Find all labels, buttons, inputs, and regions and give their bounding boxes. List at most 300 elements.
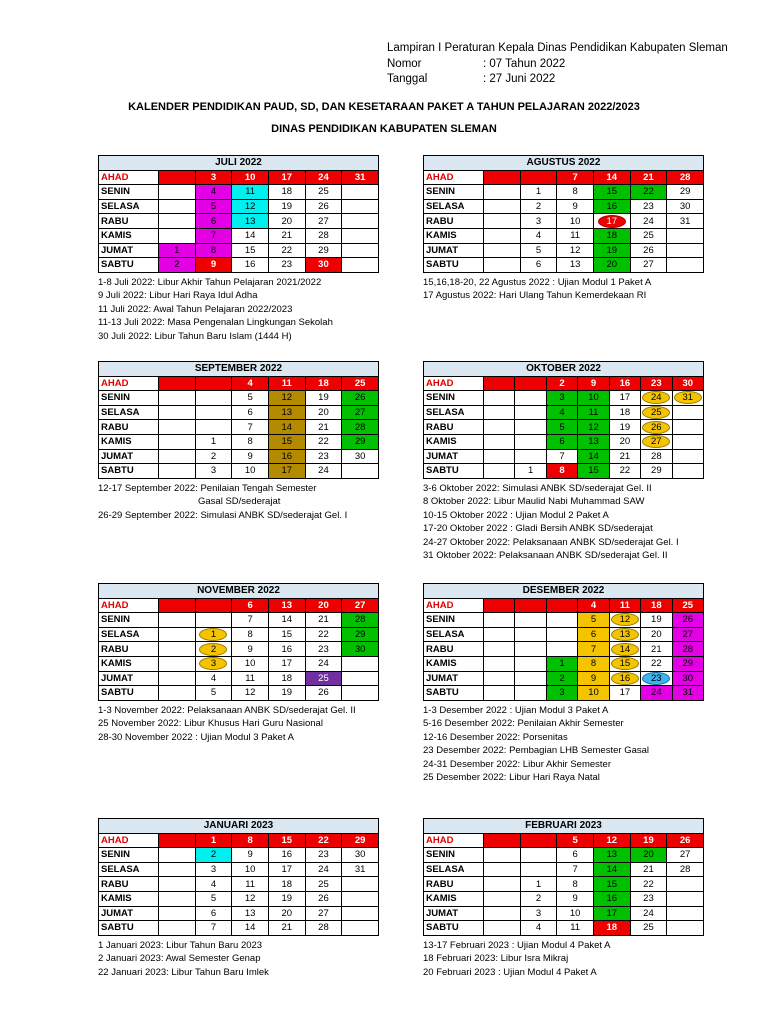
note-line: 2 Januari 2023: Awal Semester Genap [98, 953, 261, 965]
calendar-november-2022 [98, 583, 378, 744]
week-row-rabu [99, 642, 379, 657]
date-cell: 19 [268, 891, 305, 906]
date-cell: 23 [268, 258, 305, 273]
day-label: SABTU [424, 464, 484, 479]
day-label: SENIN [99, 391, 159, 406]
empty-cell [667, 877, 704, 892]
date-cell: 9 [578, 671, 609, 686]
empty-cell [342, 906, 379, 921]
date-cell: 13 [593, 848, 630, 863]
date-cell: 21 [268, 921, 305, 936]
week-row-jumat [99, 243, 379, 258]
date-cell: 21 [630, 170, 667, 185]
calendar-grid [98, 155, 379, 273]
date-cell [641, 420, 672, 435]
date-cell: 31 [667, 214, 704, 229]
calendar-september-2022 [98, 361, 378, 522]
empty-cell [159, 877, 196, 892]
date-cell: 18 [593, 921, 630, 936]
date-cell: 8 [557, 877, 594, 892]
empty-cell [159, 449, 196, 464]
calendar-agustus-2022 [423, 155, 703, 303]
note-line: 24-31 Desember 2022: Libur Akhir Semester [423, 758, 611, 770]
date-cell: 19 [630, 833, 667, 848]
note-line: 23 Desember 2022: Pembagian LHB Semester Gasal [423, 745, 650, 757]
date-cell: 5 [520, 243, 557, 258]
date-cell: 26 [305, 891, 342, 906]
date-cell: 29 [672, 656, 704, 671]
calendar-januari-2023 [98, 818, 378, 979]
empty-cell [520, 170, 557, 185]
date-cell: 28 [342, 613, 379, 628]
empty-cell [342, 185, 379, 200]
empty-cell [159, 891, 196, 906]
day-label: KAMIS [424, 434, 484, 449]
date-cell: 26 [672, 613, 704, 628]
day-label: RABU [424, 420, 484, 435]
date-cell: 26 [305, 199, 342, 214]
empty-cell [484, 434, 515, 449]
date-cell: 17 [268, 170, 305, 185]
date-cell: 19 [593, 243, 630, 258]
date-cell: 11 [609, 598, 640, 613]
week-row-ahad [424, 598, 704, 613]
date-cell: 4 [520, 228, 557, 243]
date-cell: 23 [305, 449, 342, 464]
week-row-ahad [99, 598, 379, 613]
week-row-selasa [424, 862, 704, 877]
date-cell: 22 [305, 833, 342, 848]
empty-cell [484, 185, 521, 200]
empty-cell [159, 376, 196, 391]
week-row-jumat [99, 671, 379, 686]
date-cell: 17 [268, 862, 305, 877]
date-cell: 9 [232, 642, 269, 657]
empty-cell [159, 848, 196, 863]
date-cell: 21 [305, 420, 342, 435]
month-notes [423, 704, 703, 785]
date-cell: 15 [593, 877, 630, 892]
empty-cell [342, 891, 379, 906]
date-cell: 14 [232, 921, 269, 936]
month-notes [98, 704, 378, 745]
day-label: AHAD [424, 833, 484, 848]
date-cell: 25 [630, 921, 667, 936]
week-row-ahad [99, 376, 379, 391]
day-label: SELASA [99, 627, 159, 642]
date-cell: 13 [268, 405, 305, 420]
date-cell: 23 [641, 376, 672, 391]
calendar-desember-2022 [423, 583, 703, 785]
day-label: KAMIS [99, 891, 159, 906]
empty-cell [484, 199, 521, 214]
date-oval-marker: 1 [199, 628, 227, 641]
empty-cell [342, 686, 379, 701]
week-row-sabtu [99, 258, 379, 273]
date-cell: 4 [520, 921, 557, 936]
empty-cell [342, 243, 379, 258]
date-cell: 6 [578, 627, 609, 642]
date-cell: 8 [232, 833, 269, 848]
note-line: 3-6 Oktober 2022: Simulasi ANBK SD/sederajat Gel. II [423, 482, 652, 494]
note-line: 28-30 November 2022 : Ujian Modul 3 Paket A [98, 731, 294, 743]
date-cell: 19 [305, 391, 342, 406]
date-cell: 1 [195, 833, 232, 848]
date-cell: 22 [268, 243, 305, 258]
date-cell: 28 [342, 420, 379, 435]
empty-cell [546, 627, 577, 642]
week-row-rabu [424, 420, 704, 435]
empty-cell [484, 214, 521, 229]
month-header: FEBRUARI 2023 [424, 819, 704, 834]
date-cell: 29 [641, 464, 672, 479]
date-cell: 18 [305, 376, 342, 391]
note-line: 31 Oktober 2022: Pelaksanaan ANBK SD/sederajat Gel. II [423, 550, 668, 562]
week-row-sabtu [424, 686, 704, 701]
empty-cell [159, 170, 196, 185]
date-cell: 31 [672, 686, 704, 701]
empty-cell [515, 449, 546, 464]
date-cell: 10 [578, 391, 609, 406]
date-cell: 30 [305, 258, 342, 273]
empty-cell [484, 170, 521, 185]
day-label: SELASA [99, 199, 159, 214]
date-oval-marker: 14 [611, 643, 639, 656]
tanggal-value: : 27 Juni 2022 [483, 73, 556, 85]
empty-cell [515, 613, 546, 628]
date-cell: 3 [195, 862, 232, 877]
date-cell: 2 [520, 891, 557, 906]
empty-cell [515, 656, 546, 671]
day-label: RABU [99, 420, 159, 435]
week-row-senin [424, 391, 704, 406]
date-cell: 2 [195, 848, 232, 863]
date-cell: 24 [305, 656, 342, 671]
day-label: SABTU [99, 464, 159, 479]
date-cell: 16 [232, 258, 269, 273]
empty-cell [159, 228, 196, 243]
day-label: SELASA [424, 627, 484, 642]
date-cell: 27 [305, 906, 342, 921]
week-row-ahad [99, 833, 379, 848]
empty-cell [520, 862, 557, 877]
page-subtitle: DINAS PENDIDIKAN KABUPATEN SLEMAN [271, 123, 497, 135]
empty-cell [484, 921, 521, 936]
date-cell: 15 [268, 833, 305, 848]
date-cell: 14 [268, 613, 305, 628]
empty-cell [546, 598, 577, 613]
date-cell: 22 [305, 627, 342, 642]
week-row-sabtu [424, 464, 704, 479]
date-cell [641, 391, 672, 406]
empty-cell [159, 656, 196, 671]
note-line: 12-17 September 2022: Penilaian Tengah Semester [98, 482, 317, 494]
week-row-kamis [99, 656, 379, 671]
month-notes [98, 939, 378, 980]
week-row-jumat [424, 243, 704, 258]
date-cell: 2 [520, 199, 557, 214]
empty-cell [484, 848, 521, 863]
day-label: SENIN [99, 848, 159, 863]
month-notes [423, 276, 703, 303]
date-cell: 29 [667, 185, 704, 200]
empty-cell [515, 434, 546, 449]
date-cell: 9 [232, 848, 269, 863]
date-cell: 16 [268, 449, 305, 464]
date-cell: 18 [609, 405, 640, 420]
week-row-senin [424, 848, 704, 863]
empty-cell [672, 420, 704, 435]
note-line: 13-17 Februari 2023 : Ujian Modul 4 Paket A [423, 939, 611, 951]
date-cell: 12 [232, 199, 269, 214]
day-label: RABU [424, 877, 484, 892]
date-cell: 10 [232, 464, 269, 479]
note-line: 1 Januari 2023: Libur Tahun Baru 2023 [98, 939, 263, 951]
calendar-grid [423, 361, 704, 479]
date-cell: 27 [667, 848, 704, 863]
date-cell: 8 [546, 464, 577, 479]
date-oval-marker: 27 [642, 435, 670, 448]
date-cell: 20 [268, 906, 305, 921]
date-cell: 22 [630, 877, 667, 892]
empty-cell [515, 376, 546, 391]
date-cell: 19 [268, 686, 305, 701]
empty-cell [159, 921, 196, 936]
date-cell: 15 [232, 243, 269, 258]
week-row-senin [424, 185, 704, 200]
date-cell: 15 [578, 464, 609, 479]
empty-cell [342, 199, 379, 214]
nomor-value: : 07 Tahun 2022 [483, 57, 566, 70]
month-header: SEPTEMBER 2022 [99, 362, 379, 377]
date-cell: 17 [609, 686, 640, 701]
date-cell: 6 [232, 598, 269, 613]
empty-cell [342, 656, 379, 671]
week-row-jumat [424, 671, 704, 686]
date-cell: 6 [195, 214, 232, 229]
day-label: SELASA [424, 405, 484, 420]
week-row-rabu [99, 420, 379, 435]
empty-cell [159, 671, 196, 686]
empty-cell [159, 833, 196, 848]
note-line: Gasal SD/sederajat [198, 496, 281, 508]
date-oval-marker: 17 [598, 215, 626, 228]
date-oval-marker: 24 [642, 391, 670, 404]
note-line: 11 Juli 2022: Awal Tahun Pelajaran 2022/2023 [98, 303, 293, 315]
empty-cell [484, 405, 515, 420]
date-oval-marker: 12 [611, 613, 639, 626]
date-cell: 27 [630, 258, 667, 273]
day-label: AHAD [99, 376, 159, 391]
date-cell: 18 [593, 228, 630, 243]
header-tanggal [387, 72, 728, 88]
note-line: 25 November 2022: Libur Khusus Hari Guru Nasional [98, 718, 323, 730]
note-line: 1-3 Desember 2022 : Ujian Modul 3 Paket A [423, 704, 609, 716]
day-label: SENIN [99, 185, 159, 200]
date-cell: 20 [305, 405, 342, 420]
calendar-grid [98, 818, 379, 936]
empty-cell [484, 376, 515, 391]
date-cell: 3 [520, 906, 557, 921]
week-row-selasa [99, 862, 379, 877]
date-cell: 19 [641, 613, 672, 628]
date-cell [672, 391, 704, 406]
week-row-kamis [424, 228, 704, 243]
empty-cell [484, 862, 521, 877]
empty-cell [159, 613, 196, 628]
week-row-kamis [424, 434, 704, 449]
empty-cell [159, 642, 196, 657]
date-cell: 11 [557, 921, 594, 936]
date-cell: 19 [609, 420, 640, 435]
date-cell: 25 [342, 376, 379, 391]
date-cell: 7 [195, 921, 232, 936]
note-line: 9 Juli 2022: Libur Hari Raya Idul Adha [98, 290, 258, 302]
empty-cell [515, 598, 546, 613]
day-label: AHAD [99, 598, 159, 613]
date-cell: 13 [578, 434, 609, 449]
week-row-jumat [424, 449, 704, 464]
date-cell: 20 [268, 214, 305, 229]
date-cell: 26 [305, 686, 342, 701]
date-cell: 4 [195, 185, 232, 200]
date-cell: 21 [641, 642, 672, 657]
month-header: JULI 2022 [99, 156, 379, 171]
empty-cell [484, 228, 521, 243]
empty-cell [159, 627, 196, 642]
calendar-grid [98, 583, 379, 701]
month-header: OKTOBER 2022 [424, 362, 704, 377]
date-cell: 9 [557, 199, 594, 214]
note-line: 15,16,18-20, 22 Agustus 2022 : Ujian Modul 1 Paket A [423, 276, 652, 288]
empty-cell [515, 671, 546, 686]
date-cell: 28 [667, 170, 704, 185]
day-label: SENIN [424, 185, 484, 200]
day-label: SELASA [99, 862, 159, 877]
week-row-ahad [424, 833, 704, 848]
empty-cell [672, 449, 704, 464]
date-cell: 12 [232, 686, 269, 701]
week-row-kamis [424, 656, 704, 671]
date-cell: 20 [641, 627, 672, 642]
date-oval-marker: 31 [674, 391, 702, 404]
day-label: SENIN [99, 613, 159, 628]
date-cell: 23 [305, 642, 342, 657]
date-cell: 13 [232, 214, 269, 229]
empty-cell [484, 598, 515, 613]
date-cell: 19 [268, 199, 305, 214]
day-label: JUMAT [99, 449, 159, 464]
date-cell: 16 [593, 199, 630, 214]
day-label: KAMIS [424, 228, 484, 243]
day-label: JUMAT [99, 243, 159, 258]
date-cell: 3 [195, 170, 232, 185]
date-cell: 4 [546, 405, 577, 420]
date-cell: 26 [667, 833, 704, 848]
date-cell: 21 [305, 613, 342, 628]
day-label: RABU [424, 214, 484, 229]
calendar-februari-2023 [423, 818, 703, 979]
week-row-kamis [99, 891, 379, 906]
week-row-senin [99, 391, 379, 406]
date-cell: 11 [268, 376, 305, 391]
empty-cell [484, 656, 515, 671]
date-cell: 8 [232, 627, 269, 642]
date-cell: 4 [578, 598, 609, 613]
date-cell: 16 [268, 848, 305, 863]
note-line: 10-15 Oktober 2022 : Ujian Modul 2 Paket A [423, 509, 609, 521]
date-cell: 10 [232, 862, 269, 877]
date-cell: 22 [630, 185, 667, 200]
date-cell: 3 [546, 391, 577, 406]
week-row-senin [99, 613, 379, 628]
date-cell: 5 [195, 199, 232, 214]
week-row-ahad [424, 170, 704, 185]
date-cell: 30 [667, 199, 704, 214]
date-cell [195, 656, 232, 671]
day-label: SENIN [424, 848, 484, 863]
date-cell: 10 [232, 170, 269, 185]
day-label: JUMAT [424, 449, 484, 464]
date-cell: 8 [195, 243, 232, 258]
date-cell: 23 [630, 891, 667, 906]
date-cell: 9 [578, 376, 609, 391]
week-row-kamis [99, 228, 379, 243]
date-cell: 27 [672, 627, 704, 642]
empty-cell [672, 405, 704, 420]
date-cell: 24 [305, 464, 342, 479]
date-cell: 1 [195, 434, 232, 449]
date-cell: 24 [305, 170, 342, 185]
date-cell: 13 [268, 598, 305, 613]
week-row-sabtu [424, 258, 704, 273]
date-cell: 7 [557, 862, 594, 877]
day-label: SENIN [424, 613, 484, 628]
note-line: 17 Agustus 2022: Hari Ulang Tahun Kemerdekaan RI [423, 290, 647, 302]
week-row-rabu [99, 877, 379, 892]
day-label: JUMAT [424, 243, 484, 258]
date-cell: 14 [593, 862, 630, 877]
empty-cell [484, 891, 521, 906]
date-cell: 5 [195, 891, 232, 906]
empty-cell [484, 449, 515, 464]
calendar-grid [423, 583, 704, 701]
day-label: AHAD [424, 376, 484, 391]
empty-cell [159, 686, 196, 701]
day-label: SENIN [424, 391, 484, 406]
date-cell [195, 642, 232, 657]
empty-cell [667, 891, 704, 906]
date-cell: 1 [515, 464, 546, 479]
date-cell [609, 627, 640, 642]
note-line: 22 Januari 2023: Libur Tahun Baru Imlek [98, 966, 269, 978]
date-cell: 24 [630, 214, 667, 229]
empty-cell [159, 906, 196, 921]
empty-cell [667, 906, 704, 921]
empty-cell [195, 613, 232, 628]
empty-cell [159, 598, 196, 613]
week-row-rabu [99, 214, 379, 229]
date-cell: 1 [159, 243, 196, 258]
date-cell: 30 [342, 449, 379, 464]
date-cell [641, 434, 672, 449]
date-cell: 15 [268, 627, 305, 642]
date-cell: 1 [546, 656, 577, 671]
tanggal-label: Tanggal [387, 73, 428, 85]
calendar-oktober-2022 [423, 361, 703, 563]
date-cell [609, 613, 640, 628]
date-cell: 9 [232, 449, 269, 464]
